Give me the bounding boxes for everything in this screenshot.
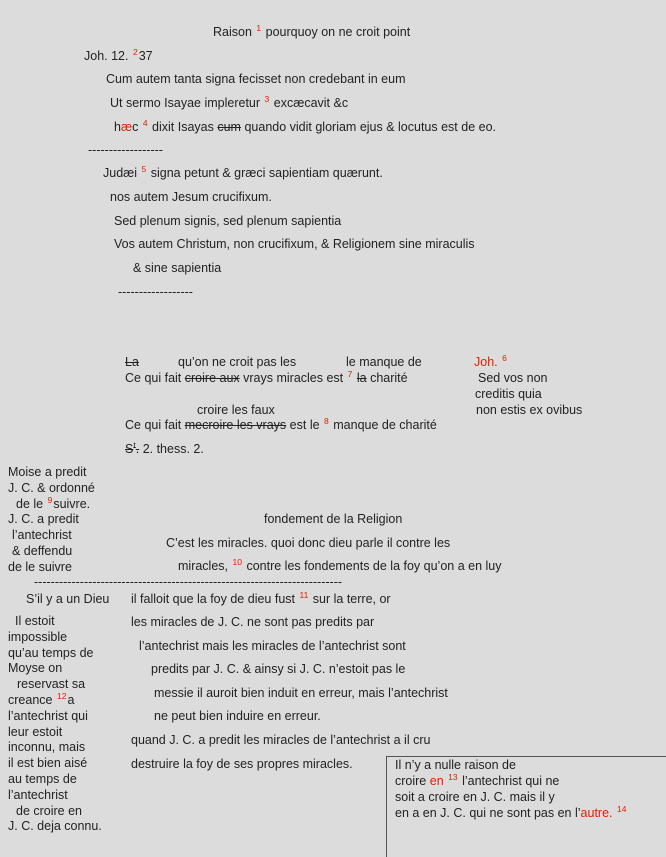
text-line: non estis ex ovibus [476,403,583,417]
text-line: qu’on ne croit pas les [178,355,297,369]
reference-john-12: Joh. 12. $^2$37 [84,47,153,63]
note-box [386,756,666,857]
struck-text: la [356,371,367,385]
separator-dashes: ------------------ [118,285,193,299]
text-line: en a en J. C. qui ne sont pas en l’autre. $^{14}$ [395,804,627,820]
text-line: Judæi $^5$ signa petunt & græci sapientiam quærunt. [103,164,383,180]
text-line: messie il auroit bien induit en erreur, mais l’antechrist [154,686,448,700]
footnote-marker: 13 [448,772,458,782]
struck-text: croire aux [184,371,240,385]
text-line: Il n’y a nulle raison de [395,758,516,772]
text-line: soit a croire en J. C. mais il y [395,790,555,804]
footnote-marker: 11 [299,590,309,600]
footnote-marker: 14 [617,804,627,814]
margin-note-moyse: Il estoit impossible qu’au temps de Moyse on reservast sa creance $^{12}$a l’antechrist qui leur estoit inconnu, mais il est bien aisé au temps de l’antechrist de croire en J. C. deja connu. [8,614,102,834]
text-line: C’est les miracles. quoi donc dieu parle il contre les [166,536,451,550]
text-line: nos autem Jesum crucifixum. [110,190,272,204]
separator-dashes: -------------------------------------------------------------------------- [34,575,343,589]
text-line: ne peut bien induire en erreur. [154,709,321,723]
footnote-marker: 8 [324,416,329,426]
footnote-marker: 2 [132,47,138,57]
text-line: hæc $^4$ dixit Isayas cum quando vidit gloriam ejus & locutus est de eo. [114,118,497,134]
margin-note-moise: Moise a predit J. C. & ordonné de le $^9$suivre. J. C. a predit l’antechrist & deffendu de le suivre [8,465,95,574]
text-line: croire les faux [197,403,275,417]
text-line: Ut sermo Isayae impleretur $^3$ excæcavit &c [110,94,349,110]
text-line: croire en $^{13}$ l’antechrist qui ne [395,772,560,788]
text-line: Sed plenum signis, sed plenum sapientia [114,214,342,228]
text-line: les miracles de J. C. ne sont pas predits par [131,615,375,629]
struck-text: La [125,355,139,369]
text-line: creditis quia [475,387,542,401]
text-line: Ce qui fait croire aux vrays miracles est $^7$ la charité [125,369,408,385]
text-line: l’antechrist mais les miracles de l’antechrist sont [139,639,406,653]
footnote-marker: 9 [47,494,53,505]
text-line: & sine sapientia [133,261,222,275]
reference-thess: $S^t$. 2. thess. 2. [125,440,204,456]
text-line: le manque de [346,355,422,369]
separator-dashes: ------------------ [88,143,163,157]
text-line: Sed vos non [478,371,548,385]
footnote-marker: 3 [264,94,270,104]
footnote-marker: 1 [256,23,262,33]
struck-text: cum [217,120,241,134]
text-line: S’il y a un Dieu [26,592,110,606]
footnote-marker: 4 [142,118,148,128]
reference-john: Joh. $^6$ [474,353,507,369]
text-line: Vos autem Christum, non crucifixum, & Religionem sine miraculis [114,237,475,251]
text-line: predits par J. C. & ainsy si J. C. n’estoit pas le [151,662,406,676]
text-line: Ce qui fait mecroire les vrays est le $^8$ manque de charité [125,416,437,432]
footnote-marker: 5 [141,164,147,174]
footnote-marker: 12 [56,690,67,701]
text-line: il falloit que la foy de dieu fust $^{11}$ sur la terre, or [131,590,391,606]
footnote-marker: 7 [347,369,353,379]
text-line: miracles, $^{10}$ contre les fondements de la foy qu’on a en luy [178,557,502,573]
text-line: quand J. C. a predit les miracles de l’antechrist a il cru [131,733,431,747]
text-line: destruire la foy de ses propres miracles. [131,757,353,771]
title-line: Raison $^1$ pourquoy on ne croit point [213,23,411,39]
struck-text: mecroire les vrays [184,418,287,432]
footnote-marker: 10 [232,557,242,567]
text-line: fondement de la Religion [264,512,403,526]
text-line: Cum autem tanta signa fecisset non credebant in eum [106,72,406,86]
footnote-marker: 6 [502,353,507,363]
